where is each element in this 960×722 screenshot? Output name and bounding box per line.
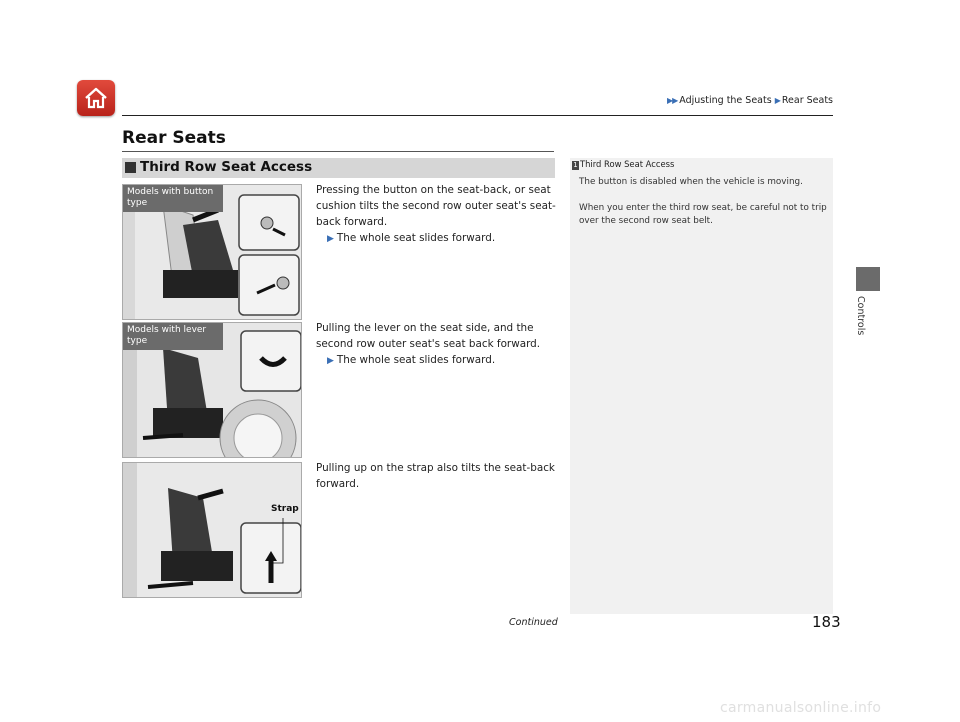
watermark: carmanualsonline.info — [720, 700, 882, 716]
figure-strap — [122, 462, 302, 598]
result-arrow-icon: ▶ — [327, 356, 334, 366]
reference-number: 1 — [573, 161, 578, 169]
chapter-tab-marker[interactable] — [856, 267, 880, 291]
page-number: 183 — [812, 613, 841, 631]
home-icon — [83, 85, 109, 111]
breadcrumb-arrow-icon: ▶▶ — [666, 96, 678, 105]
step-result — [316, 230, 558, 247]
square-bullet-icon — [125, 162, 136, 173]
continued-label: Continued — [509, 617, 558, 628]
result-arrow-icon: ▶ — [327, 234, 334, 244]
figure-label: Models with lever type — [123, 323, 223, 350]
step-text: Pressing the button on the seat-back, or seat cushion tilts the second row outer seat's seat-back forward. — [316, 184, 556, 228]
sidebar-note: The button is disabled when the vehicle is moving. — [579, 177, 803, 187]
header-divider — [122, 115, 833, 116]
step-3 — [316, 460, 558, 492]
figure-button-type — [122, 184, 302, 320]
seat-strap-illustration — [123, 463, 302, 598]
step-result — [316, 352, 558, 369]
title-divider — [122, 151, 554, 152]
sidebar-heading — [572, 159, 674, 170]
figure-label: Models with button type — [123, 185, 223, 212]
strap-callout: Strap — [271, 504, 299, 514]
step-result-text: The whole seat slides forward. — [336, 354, 496, 366]
step-1 — [316, 182, 558, 247]
breadcrumb-arrow-icon: ▶ — [774, 96, 780, 105]
breadcrumb-item[interactable]: Adjusting the Seats — [679, 95, 772, 106]
home-button[interactable] — [77, 80, 115, 116]
subheading-bar — [122, 158, 555, 178]
chapter-tab-label[interactable]: Controls — [855, 296, 866, 336]
breadcrumb-item[interactable]: Rear Seats — [781, 95, 833, 106]
step-2 — [316, 320, 558, 369]
step-result-text: The whole seat slides forward. — [336, 232, 496, 244]
sidebar-heading-text: Third Row Seat Access — [580, 159, 675, 169]
subheading: Third Row Seat Access — [140, 159, 313, 175]
figure-lever-type — [122, 322, 302, 458]
breadcrumb — [667, 95, 833, 106]
sidebar-note: When you enter the third row seat, be careful not to trip over the second row seat belt. — [579, 203, 827, 226]
step-text: Pulling up on the strap also tilts the seat-back forward. — [316, 462, 555, 490]
step-text: Pulling the lever on the seat side, and the second row outer seat's seat back forward. — [316, 322, 541, 350]
page-title: Rear Seats — [122, 128, 226, 148]
